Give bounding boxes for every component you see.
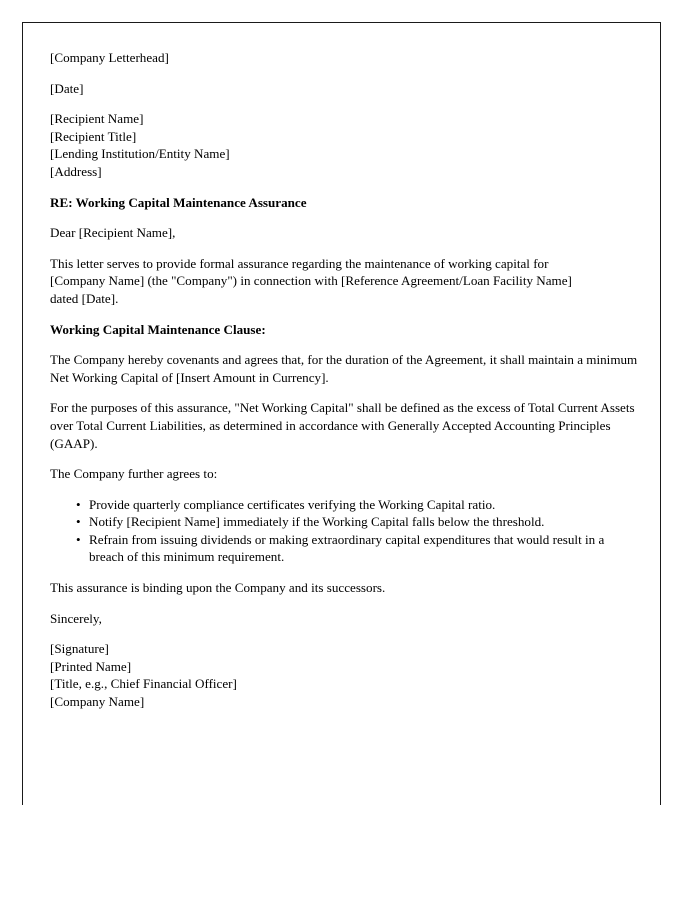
company-letterhead-placeholder: [Company Letterhead] bbox=[50, 50, 169, 65]
intro-paragraph: This letter serves to provide formal assurance regarding the maintenance of working capital for [Company Name] (the "Company") in connection with [Reference Agreement/Loan Facility Name] dated [Date]. bbox=[50, 255, 572, 306]
covenant-paragraph: The Company hereby covenants and agrees that, for the duration of the Agreement, it shall maintain a minimum Net Working Capital of [Insert Amount in Currency]. bbox=[50, 352, 638, 385]
subject-heading: RE: Working Capital Maintenance Assurance bbox=[50, 194, 307, 210]
list-item bbox=[50, 531, 620, 566]
list-item bbox=[50, 496, 620, 514]
salutation: Dear [Recipient Name], bbox=[50, 225, 176, 241]
list-item-text: Notify [Recipient Name] immediately if the Working Capital falls below the threshold. bbox=[89, 514, 545, 530]
signature-placeholder: [Signature] bbox=[50, 641, 109, 657]
list-item-text: Refrain from issuing dividends or making extraordinary capital expenditures that would result in a breach of this minimum requirement. bbox=[89, 531, 605, 565]
recipient-address: [Address] bbox=[50, 163, 102, 179]
bullet-icon: • bbox=[76, 496, 81, 512]
list-item-text: Provide quarterly compliance certificates verifying the Working Capital ratio. bbox=[89, 496, 496, 512]
clause-heading: Working Capital Maintenance Clause: bbox=[50, 321, 266, 337]
printed-name-placeholder: [Printed Name] bbox=[50, 658, 132, 674]
definition-paragraph: For the purposes of this assurance, "Net Working Capital" shall be defined as the excess of Total Current Assets over Total Current Liabilities, as determined in accordance with Generally Accepted Accounting Principles (GAAP). bbox=[50, 400, 635, 451]
agreements-list bbox=[50, 496, 620, 566]
recipient-address-block bbox=[50, 110, 640, 180]
letter-date-placeholder: [Date] bbox=[50, 80, 84, 96]
closing-salutation: Sincerely, bbox=[50, 610, 102, 626]
recipient-title: [Recipient Title] bbox=[50, 128, 137, 144]
signature-block bbox=[50, 640, 640, 710]
bullet-icon: • bbox=[76, 514, 81, 530]
signer-company-placeholder: [Company Name] bbox=[50, 694, 145, 710]
binding-paragraph: This assurance is binding upon the Company and its successors. bbox=[50, 580, 386, 596]
document-page-frame bbox=[22, 22, 661, 805]
letter-body bbox=[50, 49, 640, 724]
recipient-institution: [Lending Institution/Entity Name] bbox=[50, 146, 230, 162]
recipient-name: [Recipient Name] bbox=[50, 111, 144, 127]
bullet-icon: • bbox=[76, 531, 81, 547]
list-item bbox=[50, 513, 620, 531]
list-lead-in: The Company further agrees to: bbox=[50, 466, 218, 482]
signer-title-placeholder: [Title, e.g., Chief Financial Officer] bbox=[50, 676, 237, 692]
